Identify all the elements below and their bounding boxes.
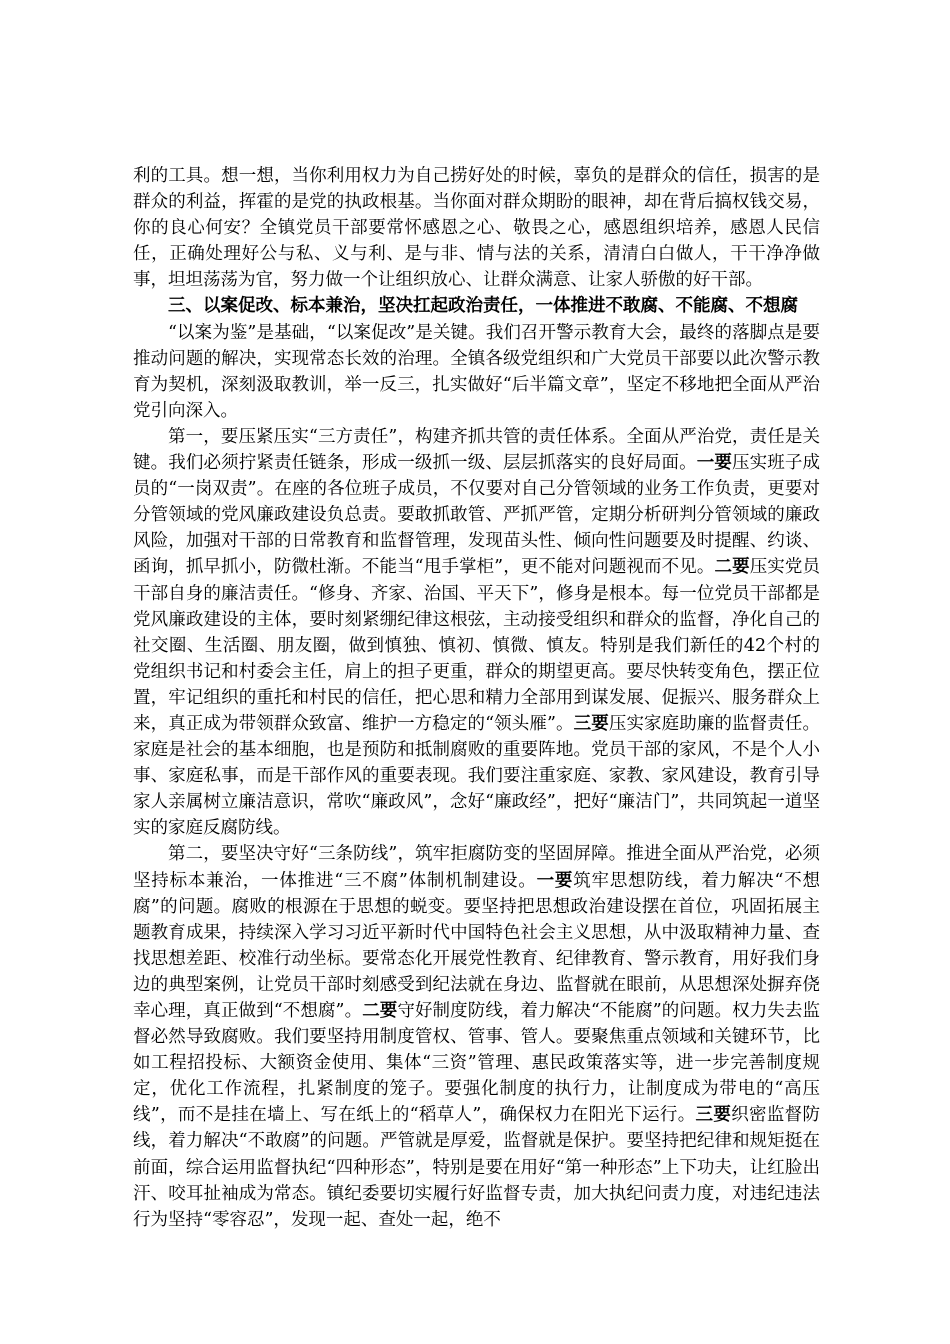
paragraph-text: 压实班子成员的“一岗双责”。在座的各位班子成员，不仅要对自己分管领域的业务工作负责，更要对分管领域的党风廉政建设负总责。要敢抓敢管、严抓严管，定期分析研判分管领域的廉政风险，加强对干部的日常教育和监督管理，发现苗头性、倾向性问题要及时提醒、约谈、函询，抓早抓小，防微杜渐。不能当“甩手掌柜”，更不能对问题视而不见。: [133, 453, 821, 578]
paragraph-text: 压实党员干部自身的廉洁责任。“修身、齐家、治国、平天下”，修身是根本。每一位党员干部都是党风廉政建设的主体，要时刻紧绷纪律这根弦，主动接受组织和群众的监督，净化自己的社交圈、生活圈、朋友圈，做到慎独、慎初、慎微、慎友。特别是我们新任的42个村的党组织书记和村委会主任，肩上的担子更重，群众的期望更高。要尽快转变角色，摆正位置，牢记组织的重托和村民的信任，把心思和精力全部用到谋发展、促振兴、服务群众上来，真正成为带领群众致富、维护一方稳定的“领头雁”。: [133, 557, 821, 734]
document-body: [133, 163, 820, 1233]
paragraph-continuation: 利的工具。想一想，当你利用权力为自己捞好处的时候，辜负的是群众的信任，损害的是群众的利益，挥霍的是党的执政根基。当你面对群众期盼的眼神，却在背后搞权钱交易，你的良心何安？全镇党员干部要常怀感恩之心、敬畏之心，感恩组织培养，感恩人民信任，正确处理好公与私、义与利、是与非、情与法的关系，清清白白做人，干干净净做事，坦坦荡荡为官，努力做一个让组织放心、让群众满意、让家人骄傲的好干部。: [133, 166, 820, 291]
paragraph-second-point: [133, 841, 820, 1232]
bold-marker: 二要: [362, 1001, 398, 1021]
bold-marker: 一要: [536, 870, 574, 891]
paragraph-intro: “以案为鉴”是基础，“以案促改”是关键。我们召开警示教育大会，最终的落脚点是要推动问题的解决，实现常态长效的治理。全镇各级党组织和广大党员干部要以此次警示教育为契机，深刻汲取教训，举一反三，扎实做好“后半篇文章”，坚定不移地把全面从严治党引向深入。: [133, 322, 820, 421]
bold-marker: 三要: [695, 1105, 732, 1126]
paragraph-text: 压实家庭助廉的监督责任。家庭是社会的基本细胞，也是预防和抵制腐败的重要阵地。党员干部的家风，不是个人小事、家庭私事，而是干部作风的重要表现。我们要注重家庭、家教、家风建设，教育引导家人亲属树立廉洁意识，常吹“廉政风”，念好“廉政经”，把好“廉洁门”，共同筑起一道坚实的家庭反腐防线。: [133, 713, 820, 839]
paragraph-text: 第一，要压紧压实“三方责任”，构建齐抓共管的责任体系。全面从严治党，责任是关键。我们必须拧紧责任链条，形成一级抓一级、层层抓落实的良好局面。: [133, 426, 820, 474]
paragraph-text: 守好制度防线，着力解决“不能腐”的问题。权力失去监督必然导致腐败。我们要坚持用制度管权、管事、管人。要聚焦重点领域和关键环节，比如工程招投标、大额资金使用、集体“三资”管理、惠民政策落实等，进一步完善制度规定，优化工作流程，扎紧制度的笼子。要强化制度的执行力，让制度成为带电的“高压线”，而不是挂在墙上、写在纸上的“稻草人”，确保权力在阳光下运行。: [133, 1001, 820, 1126]
bold-marker: 二要: [714, 557, 750, 578]
paragraph-first-point: [133, 424, 820, 842]
paragraph-text: 织密监督防线，着力解决“不敢腐”的问题。严管就是厚爱，监督就是保护。要坚持把纪律和规矩挺在前面，综合运用监督执纪“四种形态”，特别是要在用好“第一种形态”上下功夫，让红脸出汗、咬耳扯袖成为常态。镇纪委要切实履行好监督专责，加大执纪问责力度，对违纪违法行为坚持“零容忍”，发现一起、查处一起，绝不: [133, 1105, 821, 1230]
bold-marker: 一要: [696, 453, 733, 474]
bold-marker: 三要: [573, 713, 609, 734]
section-heading-3: 三、以案促改、标本兼治，坚决扛起政治责任，一体推进不敢腐、不能腐、不想腐: [168, 296, 798, 317]
paragraph-text: 第二，要坚决守好“三条防线”，筑牢拒腐防变的坚固屏障。推进全面从严治党，必须坚持标本兼治，一体推进“三不腐”体制机制建设。: [133, 844, 820, 891]
paragraph-text: 筑牢思想防线，着力解决“不想腐”的问题。腐败的根源在于思想的蜕变。要坚持把思想政治建设摆在首位，巩固拓展主题教育成果，持续深入学习习近平新时代中国特色社会主义思想，从中汲取精神力量、查找思想差距、校准行动坐标。要常态化开展党性教育、纪律教育、警示教育，用好我们身边的典型案例，让党员干部时刻感受到纪法就在身边、监督就在眼前，从思想深处摒弃侥幸心理，真正做到“不想腐”。: [133, 870, 820, 1021]
